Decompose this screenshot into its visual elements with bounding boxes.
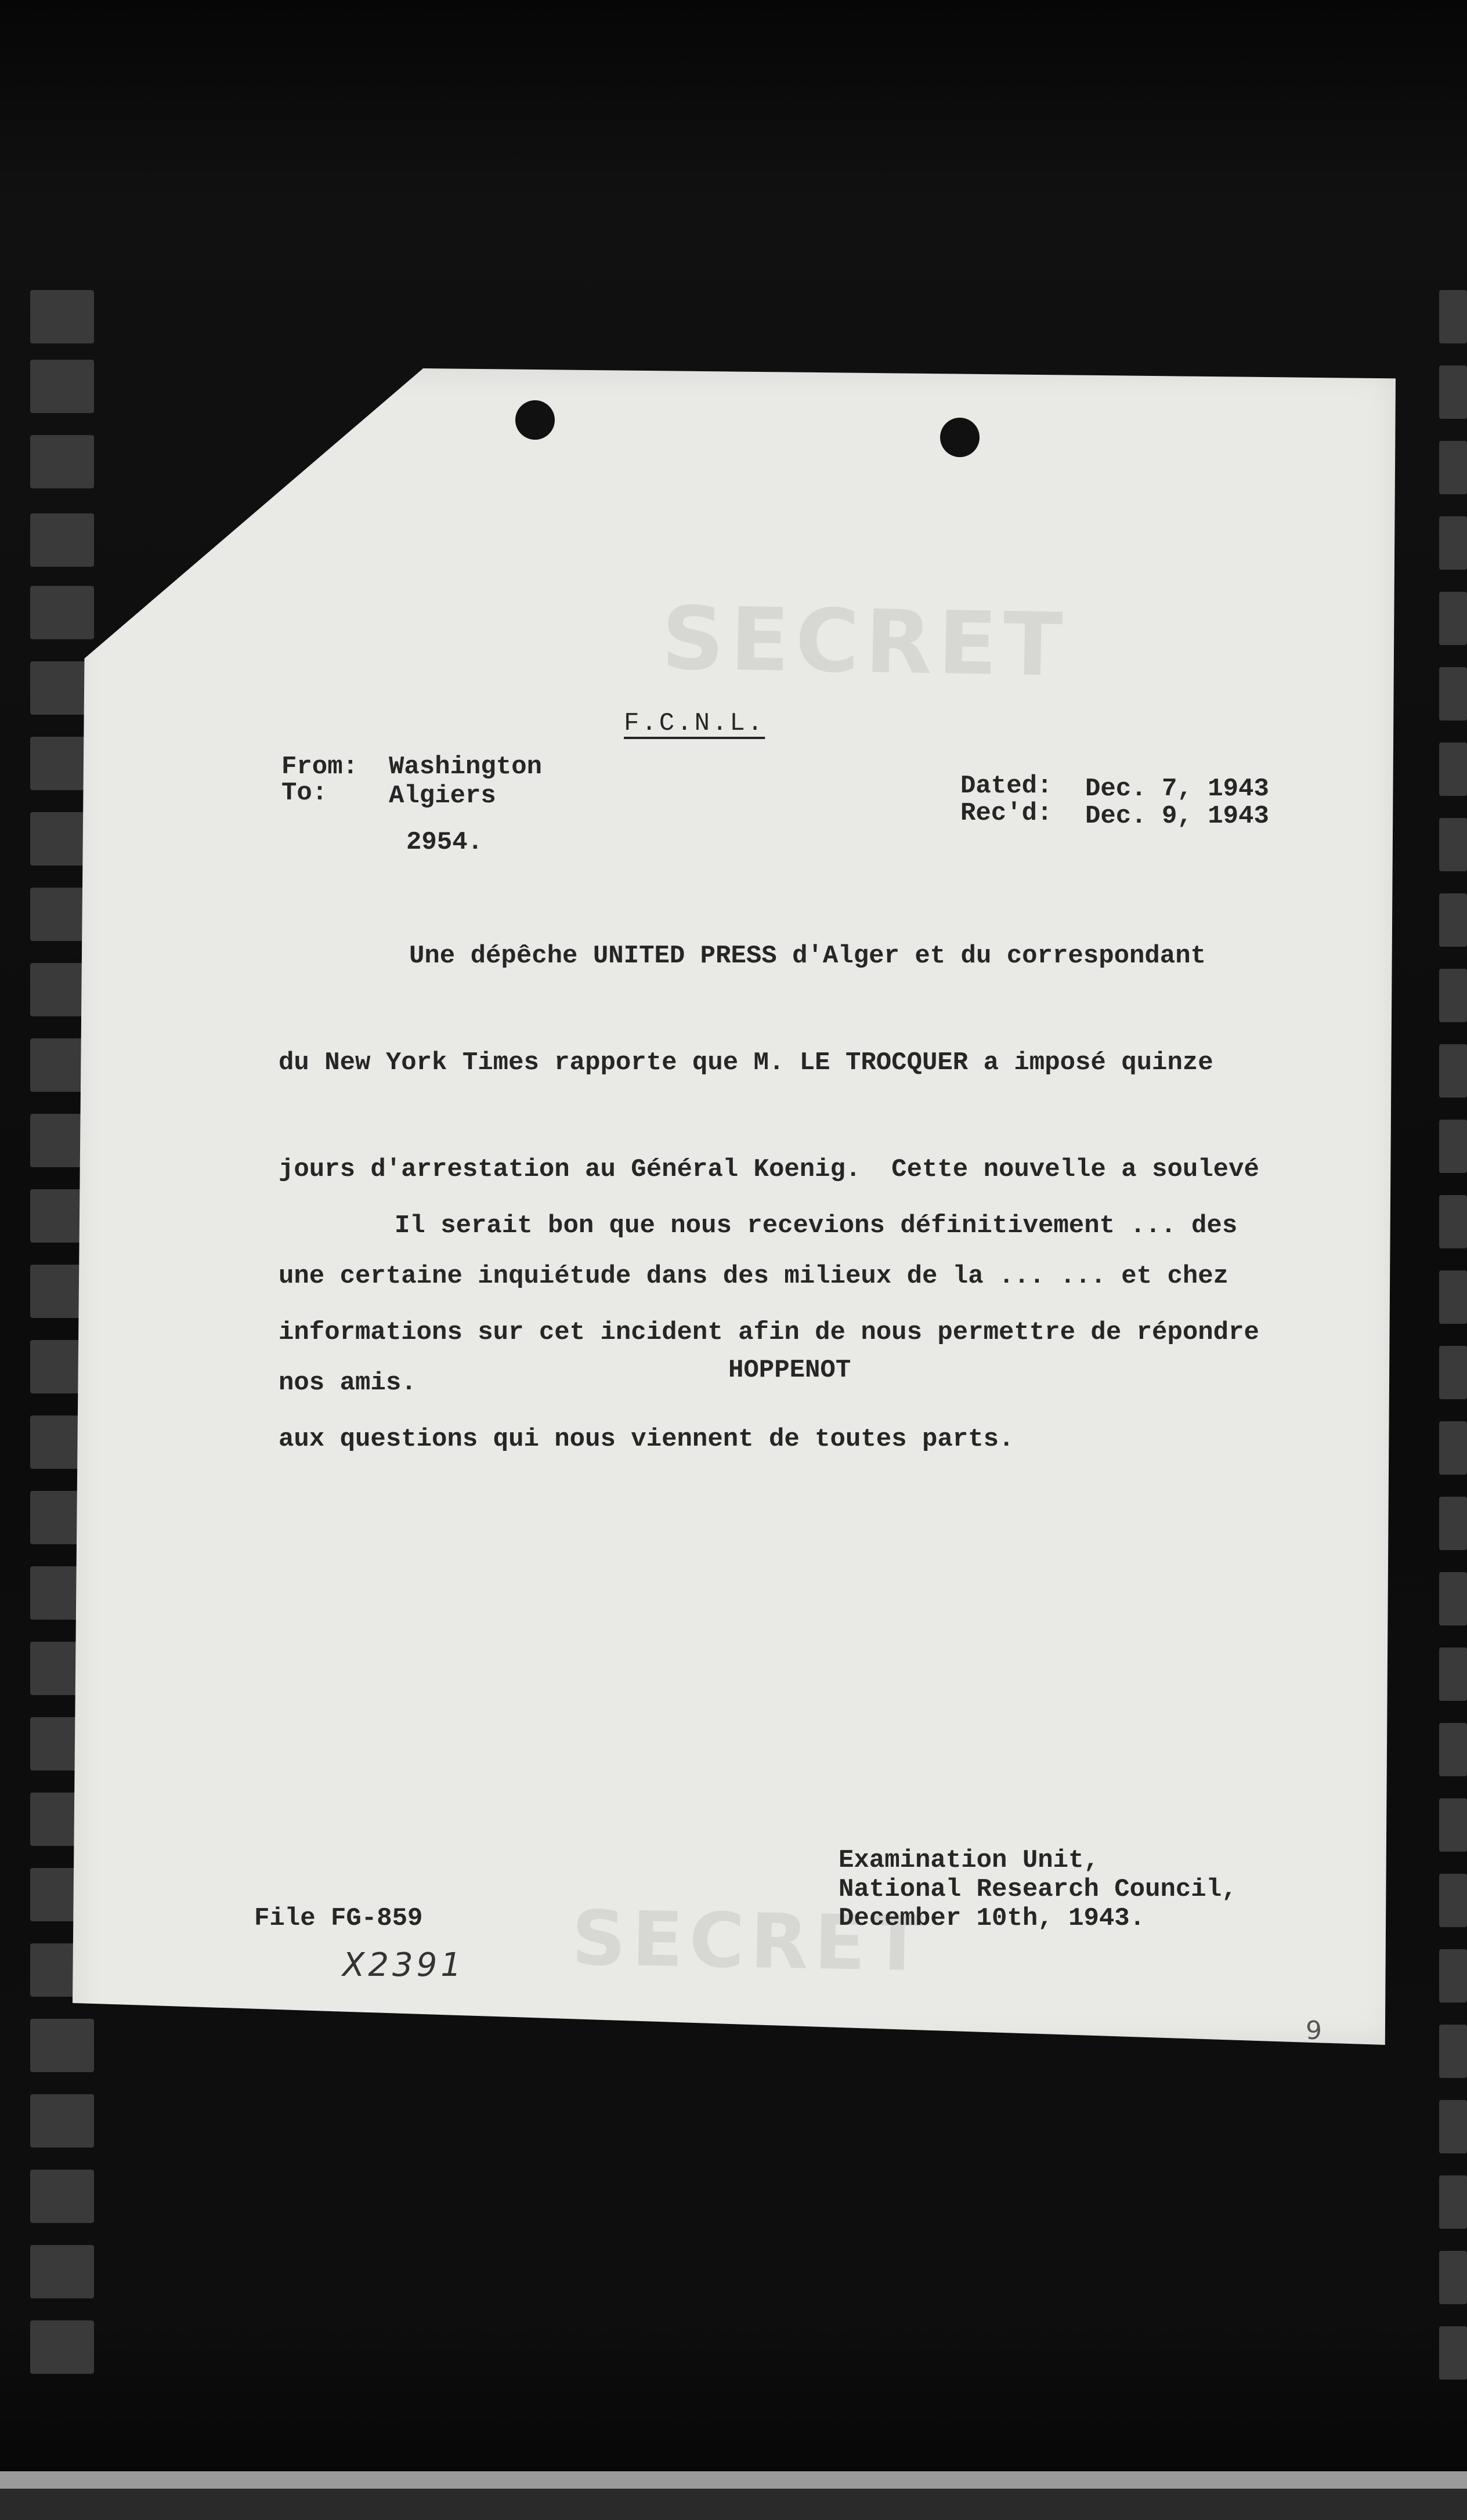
message-number: 2954. (406, 828, 483, 857)
from-label: From: (281, 752, 359, 781)
dated-value: Dec. 7, 1943 (1085, 774, 1269, 803)
recd-value: Dec. 9, 1943 (1085, 802, 1269, 831)
from-value: Washington (389, 752, 543, 781)
paragraph-2-line-1: Il serait bon que nous recevions définitivement ... des (395, 1211, 1238, 1240)
document-title: F.C.N.L. (624, 709, 765, 738)
paragraph-2 (279, 1146, 1259, 1519)
examination-unit-line-2: National Research Council, (839, 1875, 1237, 1904)
punch-hole-left (515, 400, 555, 440)
right-sprocket-strip (1439, 290, 1467, 2436)
paragraph-1-line-1: Une dépêche UNITED PRESS d'Alger et du correspondant (409, 942, 1206, 971)
secret-watermark-bottom: SECRET (570, 1893, 930, 1989)
dated-label: Dated: (960, 772, 1053, 801)
paragraph-1-line-3: jours d'arrestation au Général Koenig. Cette nouvelle a soulevé (279, 1155, 1259, 1184)
paragraph-1-line-5: nos amis. (279, 1368, 417, 1397)
paragraph-2-line-2: informations sur cet incident afin de nous permettre de répondre (279, 1318, 1259, 1347)
paragraph-1-line-4: une certaine inquiétude dans des milieux de la ... ... et chez (279, 1262, 1229, 1291)
examination-unit-line-3: December 10th, 1943. (839, 1904, 1146, 1933)
paragraph-1-line-2: du New York Times rapporte que M. LE TROCQUER a imposé quinze (279, 1048, 1213, 1077)
secret-watermark-top: SECRET (660, 588, 1069, 697)
signature: HOPPENOT (728, 1356, 851, 1385)
paragraph-2-line-3: aux questions qui nous viennent de toutes parts. (279, 1425, 1014, 1454)
to-label: To: (281, 779, 328, 808)
punch-hole-right (940, 418, 980, 457)
examination-unit-line-1: Examination Unit, (839, 1846, 1099, 1875)
to-value: Algiers (389, 781, 496, 810)
file-reference: File FG-859 (254, 1904, 423, 1933)
corner-page-mark: 9 (1306, 2016, 1322, 2045)
film-bottom-band (0, 2471, 1467, 2520)
handwritten-reference: X2391 (342, 1946, 465, 1984)
recd-label: Rec'd: (960, 799, 1053, 828)
